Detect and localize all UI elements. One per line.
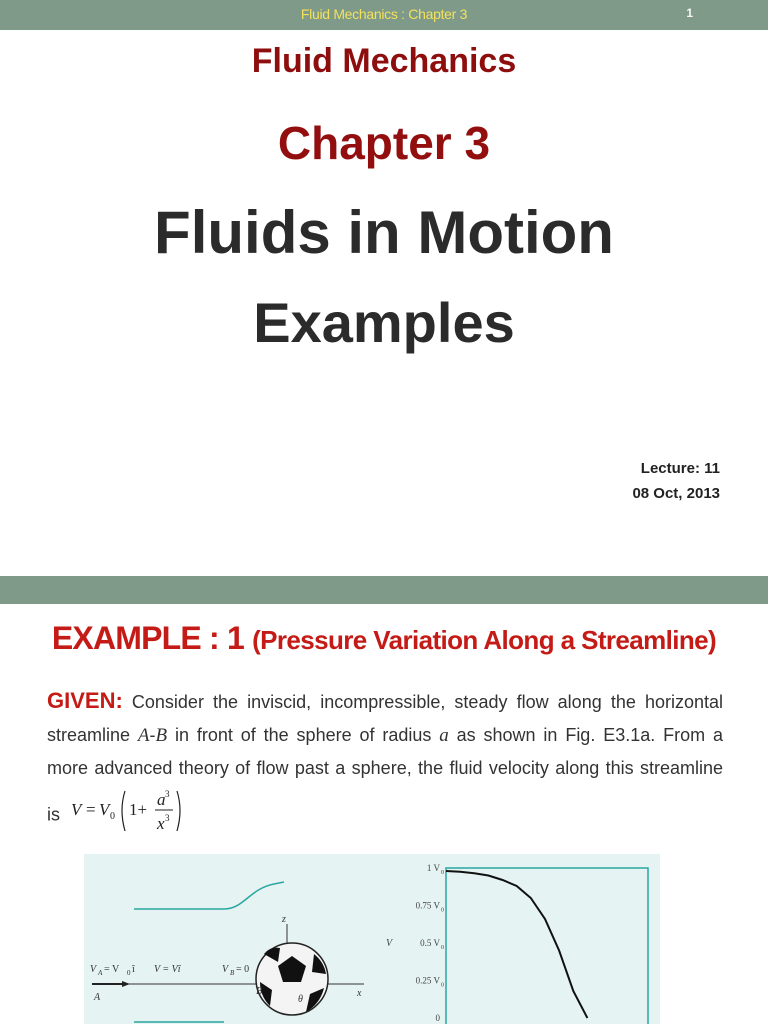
formula-one-plus: 1+ <box>129 800 148 819</box>
vb-sub: B <box>230 969 235 977</box>
chart-tick-group <box>416 863 444 1023</box>
example-label: EXAMPLE : 1 <box>51 620 244 656</box>
course-title: Fluid Mechanics <box>251 42 517 80</box>
slide-header-text: Fluid Mechanics : Chapter 3 <box>300 6 468 22</box>
chart-tick-sub: 0 <box>441 945 444 951</box>
formula-den: x <box>157 814 165 833</box>
velocity-formula <box>69 785 189 846</box>
streamline-upper <box>134 882 284 909</box>
page-number: 1 <box>686 6 693 20</box>
given-text-3: as shown in Fig. E3.1a. From a more advanced theory of flow past a sphere, the fluid velocity along this streamline is <box>47 725 723 825</box>
point-b-label: B <box>256 986 263 997</box>
given-paragraph <box>47 684 723 846</box>
formula-lhs: V <box>71 800 82 819</box>
va-unit: î <box>132 964 135 975</box>
left-paren <box>122 791 125 831</box>
z-axis-label: z <box>282 914 286 925</box>
va-label: V <box>90 964 97 975</box>
formula-num-exp: 3 <box>165 789 170 799</box>
chart-y-symbol: V <box>386 938 393 949</box>
lecture-date: 08 Oct, 2013 <box>632 485 720 502</box>
chart-tick-label: 0.75 V <box>415 900 440 911</box>
radius-symbol: a <box>439 725 449 746</box>
point-a-symbol: A <box>137 725 150 746</box>
chart-tick-sub: 0 <box>441 870 444 876</box>
vb-label: V <box>222 964 229 975</box>
velocity-formula-graphic <box>69 785 189 835</box>
formula-v0-sub: 0 <box>110 811 116 822</box>
example-title <box>0 620 768 657</box>
v-label: V = Vî <box>154 964 181 975</box>
formula-eq: = <box>86 800 96 819</box>
chart-tick-label: 1 V <box>426 863 440 873</box>
example-subtitle: (Pressure Variation Along a Streamline) <box>252 625 717 655</box>
formula-den-exp: 3 <box>165 813 170 823</box>
chart-tick-sub: 0 <box>441 982 444 989</box>
lecture-number: Lecture: 11 <box>640 460 720 477</box>
example-slide <box>0 576 768 1024</box>
x-axis-label: x <box>357 988 362 999</box>
topic-subtitle: Examples <box>253 291 515 354</box>
vb-eq: = 0 <box>236 964 250 975</box>
theta-label: θ <box>298 994 303 1005</box>
dash: - <box>149 725 156 745</box>
chart-tick-label: 0 <box>435 1013 440 1023</box>
va-sub0: 0 <box>127 969 131 977</box>
lecture-info <box>632 456 720 506</box>
topic-title: Fluids in Motion <box>154 199 614 266</box>
chart-tick-label: 0.25 V <box>415 975 440 986</box>
figure-e3-1 <box>84 854 660 1024</box>
slide-header-bar <box>0 0 768 30</box>
formula-v0: V <box>99 800 110 819</box>
figure-svg <box>84 854 660 1024</box>
chart-tick-sub: 0 <box>441 907 444 914</box>
given-label: GIVEN: <box>47 688 123 713</box>
given-text-2: in front of the sphere of radius <box>167 725 440 745</box>
given-text-1: Consider the inviscid, incompressible, steady flow along the horizontal streamline <box>47 692 723 745</box>
chart-tick-label: 0.5 V <box>420 938 440 948</box>
chart-frame <box>446 868 648 1024</box>
right-paren <box>177 791 180 831</box>
slide-header-bar <box>0 576 768 604</box>
velocity-curve <box>446 871 587 1018</box>
va-sub: A <box>98 969 103 977</box>
chapter-title: Chapter 3 <box>277 117 491 169</box>
point-b-symbol: B <box>155 725 168 746</box>
formula-num: a <box>157 790 166 809</box>
point-a-label: A <box>94 992 101 1003</box>
va-eq: = V <box>104 964 120 975</box>
